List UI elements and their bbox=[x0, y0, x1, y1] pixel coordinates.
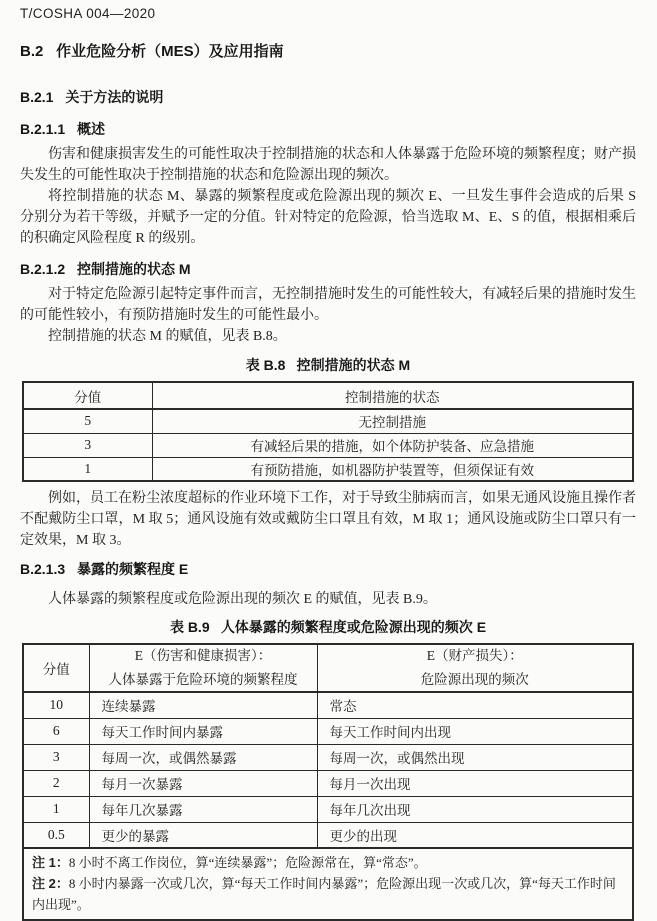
table-cell-score: 1 bbox=[23, 457, 152, 481]
table-cell-score: 10 bbox=[23, 692, 89, 718]
paragraph-example: 例如，员工在粉尘浓度超标的作业环境下工作，对于导致尘肺病而言，如果无通风设施且操作者不配戴防尘口罩，M 取 5；通风设施有效或戴防尘口罩且有效，M 取 1；通风设施或防尘口罩只有一定效果，M 取 3。 bbox=[20, 491, 636, 548]
note-2-label: 注 2： bbox=[32, 876, 69, 891]
heading-b213-number: B.2.1.3 bbox=[20, 561, 66, 577]
table-cell-occurrence: 更少的出现 bbox=[317, 822, 633, 848]
heading-b21-title: 关于方法的说明 bbox=[65, 89, 164, 105]
table-b9-notes-cell bbox=[23, 848, 633, 920]
table-cell-occurrence: 每天工作时间内出现 bbox=[317, 718, 633, 744]
table-row bbox=[23, 718, 633, 744]
table-cell-state: 有预防措施，如机器防护装置等，但须保证有效 bbox=[152, 457, 633, 481]
table-b9-header-occurrence-line2: 危险源出现的频次 bbox=[420, 672, 529, 687]
table-b8-header-state: 控制措施的状态 bbox=[152, 382, 633, 409]
paragraph-overview-1: 伤害和健康损害发生的可能性取决于控制措施的状态和人体暴露于危险环境的频繁程度；财产损失发生的可能性取决于控制措施的状态和危险源出现的频次。 bbox=[20, 147, 636, 183]
table-row bbox=[23, 457, 633, 481]
heading-b211 bbox=[20, 120, 636, 139]
note-1-label: 注 1： bbox=[32, 855, 69, 870]
overview-text-block bbox=[20, 144, 636, 249]
table-cell-state: 无控制措施 bbox=[152, 409, 633, 433]
heading-b21 bbox=[20, 88, 636, 107]
paragraph-overview-2: 将控制措施的状态 M、暴露的频繁程度或危险源出现的频次 E、一旦发生事件会造成的后果 S 分别分为若干等级，并赋予一定的分值。针对特定的危险源，恰当选取 M、E、S 的值，根据相乘后的积确定风险程度 R 的级别。 bbox=[20, 189, 636, 246]
table-b9-header-score: 分值 bbox=[23, 644, 89, 692]
table-cell-score: 1 bbox=[23, 796, 89, 822]
table-row bbox=[23, 770, 633, 796]
heading-b2 bbox=[20, 42, 636, 61]
table-b8 bbox=[22, 381, 634, 482]
example-text-block bbox=[20, 488, 636, 551]
table-cell-exposure: 连续暴露 bbox=[89, 692, 317, 718]
table-b8-header-score: 分值 bbox=[23, 382, 152, 409]
table-cell-score: 3 bbox=[23, 433, 152, 457]
table-cell-score: 0.5 bbox=[23, 822, 89, 848]
table-cell-exposure: 每年几次暴露 bbox=[89, 796, 317, 822]
table-cell-occurrence: 每周一次，或偶然出现 bbox=[317, 744, 633, 770]
table-b9-notes-row bbox=[23, 848, 633, 920]
heading-b2-title: 作业危险分析（MES）及应用指南 bbox=[56, 43, 284, 60]
table-cell-score: 6 bbox=[23, 718, 89, 744]
note-2-text: 8 小时内暴露一次或几次，算“每天工作时间内暴露”；危险源出现一次或几次，算“每天工作时间内出现”。 bbox=[32, 876, 616, 912]
heading-b212-title: 控制措施的状态 M bbox=[77, 261, 191, 277]
table-b8-caption bbox=[20, 356, 636, 374]
table-row bbox=[23, 822, 633, 848]
table-b9-note-1 bbox=[32, 852, 626, 873]
note-1-text: 8 小时不离工作岗位，算“连续暴露”；危险源常在，算“常态”。 bbox=[68, 855, 427, 870]
table-b9-header-exposure bbox=[89, 644, 317, 692]
heading-b212 bbox=[20, 260, 636, 279]
table-b8-caption-title: 控制措施的状态 M bbox=[296, 357, 411, 373]
paragraph-control-measures: 对于特定危险源引起特定事件而言，无控制措施时发生的可能性较大，有减轻后果的措施时发生的可能性较小，有预防措施时发生的可能性最小。 bbox=[20, 287, 636, 323]
table-b9-caption-title: 人体暴露的频繁程度或危险源出现的频次 E bbox=[220, 619, 487, 635]
table-cell-exposure: 每天工作时间内暴露 bbox=[89, 718, 317, 744]
table-row bbox=[23, 433, 633, 457]
table-row bbox=[23, 692, 633, 718]
control-measures-text-block bbox=[20, 284, 636, 347]
paragraph-see-table-b9: 人体暴露的频繁程度或危险源出现的频次 E 的赋值，见表 B.9。 bbox=[48, 592, 437, 607]
heading-b212-number: B.2.1.2 bbox=[20, 261, 66, 277]
table-row bbox=[23, 796, 633, 822]
table-b9-header-exposure-line2: 人体暴露于危险环境的频繁程度 bbox=[108, 672, 298, 687]
paragraph-see-table-b8: 控制措施的状态 M 的赋值，见表 B.8。 bbox=[48, 329, 287, 344]
table-cell-exposure: 更少的暴露 bbox=[89, 822, 317, 848]
table-b8-caption-label: 表 B.8 bbox=[245, 357, 286, 373]
table-b9-caption bbox=[20, 618, 636, 636]
table-cell-exposure: 每月一次暴露 bbox=[89, 770, 317, 796]
heading-b211-title: 概述 bbox=[77, 121, 106, 137]
table-cell-score: 5 bbox=[23, 409, 152, 433]
table-b9 bbox=[22, 643, 634, 921]
table-b9-header-occurrence bbox=[317, 644, 633, 692]
table-b8-header-row bbox=[23, 382, 633, 409]
table-b9-caption-label: 表 B.9 bbox=[169, 619, 210, 635]
table-cell-score: 2 bbox=[23, 770, 89, 796]
table-b9-header-occurrence-line1: E（财产损失）： bbox=[426, 648, 523, 663]
heading-b2-number: B.2 bbox=[20, 43, 44, 60]
heading-b213-title: 暴露的频繁程度 E bbox=[77, 561, 189, 577]
table-cell-occurrence: 每年几次出现 bbox=[317, 796, 633, 822]
exposure-text-block bbox=[20, 589, 636, 610]
doc-code: T/COSHA 004—2020 bbox=[20, 6, 156, 21]
table-row bbox=[23, 744, 633, 770]
heading-b21-number: B.2.1 bbox=[20, 89, 54, 105]
table-cell-state: 有减轻后果的措施，如个体防护装备、应急措施 bbox=[152, 433, 633, 457]
table-b9-header-exposure-line1: E（伤害和健康损害）： bbox=[134, 648, 272, 663]
table-cell-occurrence: 每月一次出现 bbox=[317, 770, 633, 796]
table-b9-header-row bbox=[23, 644, 633, 692]
table-cell-occurrence: 常态 bbox=[317, 692, 633, 718]
table-cell-exposure: 每周一次，或偶然暴露 bbox=[89, 744, 317, 770]
table-cell-score: 3 bbox=[23, 744, 89, 770]
table-row bbox=[23, 409, 633, 433]
heading-b213 bbox=[20, 560, 636, 579]
table-b9-note-2 bbox=[32, 873, 626, 915]
heading-b211-number: B.2.1.1 bbox=[20, 121, 66, 137]
